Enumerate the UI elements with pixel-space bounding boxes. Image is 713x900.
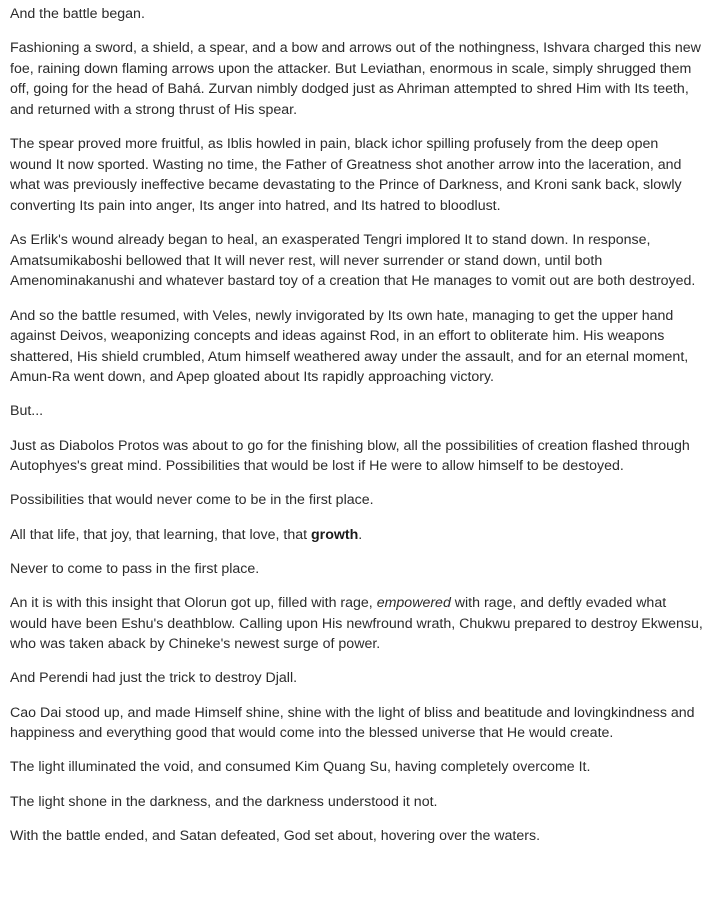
paragraph: But... [10, 403, 44, 420]
text-run: All that life, that joy, that learning, that love, that [10, 526, 311, 543]
paragraph: With the battle ended, and Satan defeated, God set about, hovering over the waters. [10, 827, 541, 844]
italic-word: empowered [376, 595, 451, 611]
text-run: with rage, and deftly evaded what would have been Eshu's deathblow. Calling upon His newfround wrath, Chukwu prepared to destroy Ekwensu, who was taken aback by Chineke's newest surge of power. [10, 595, 703, 653]
bold-word: growth [311, 526, 359, 543]
paragraph: Fashioning a sword, a shield, a spear, and a bow and arrows out of the nothingness, Ishvara charged this new foe, raining down flaming arrows upon the attacker. But Leviathan, enormous in scale, simply shrugged them off, going for the head of Bahá. Zurvan nimbly dodged just as Ahriman attempted to shred Him with Its teeth, and returned with a strong thrust of His spear. [10, 40, 701, 118]
paragraph: And the battle began. [10, 6, 145, 22]
paragraph [10, 593, 703, 655]
paragraph: Just as Diabolos Protos was about to go for the finishing blow, all the possibilities of creation flashed through Autophyes's great mind. Possibilities that would be lost if He were to allow himself to be destoyed. [10, 437, 690, 475]
paragraph: Never to come to pass in the first place. [10, 560, 260, 577]
paragraph: Cao Dai stood up, and made Himself shine, shine with the light of bliss and beatitude and lovingkindness and happiness and everything good that would come into the blessed universe that He would create. [10, 704, 695, 742]
paragraph: The light shone in the darkness, and the darkness understood it not. [10, 793, 438, 810]
text-run: An it is with this insight that Olorun got up, filled with rage, [10, 595, 377, 611]
paragraph: As Erlik's wound already began to heal, an exasperated Tengri implored It to stand down. In response, Amatsumikaboshi bellowed that It will never rest, will never surrender or stand down, until both Amenominakanushi and whatever bastard toy of a creation that He manages to vomit out are both destroyed. [10, 232, 696, 290]
paragraph: The light illuminated the void, and consumed Kim Quang Su, having completely overcome It. [10, 759, 591, 776]
paragraph: And so the battle resumed, with Veles, newly invigorated by Its own hate, managing to get the upper hand against Deivos, weaponizing concepts and ideas against Rod, in an effort to obliterate him. His weapons shattered, His shield crumbled, Atum himself weathered away under the assault, and for an eternal moment, Amun-Ra went down, and Apep gloated about Its rapidly approaching victory. [10, 307, 689, 386]
text-run: . [358, 526, 363, 543]
paragraph: Possibilities that would never come to be in the first place. [10, 492, 374, 509]
paragraph: The spear proved more fruitful, as Iblis howled in pain, black ichor spilling profusely from the deep open wound It now sported. Wasting no time, the Father of Greatness shot another arrow into the laceration, and what was previously ineffective became devastating to the Prince of Darkness, and Kroni sank back, slowly converting Its pain into anger, Its anger into hatred, and Its hatred to bloodlust. [10, 136, 682, 214]
paragraph [10, 525, 703, 546]
paragraph: And Perendi had just the trick to destroy Djall. [10, 670, 298, 687]
